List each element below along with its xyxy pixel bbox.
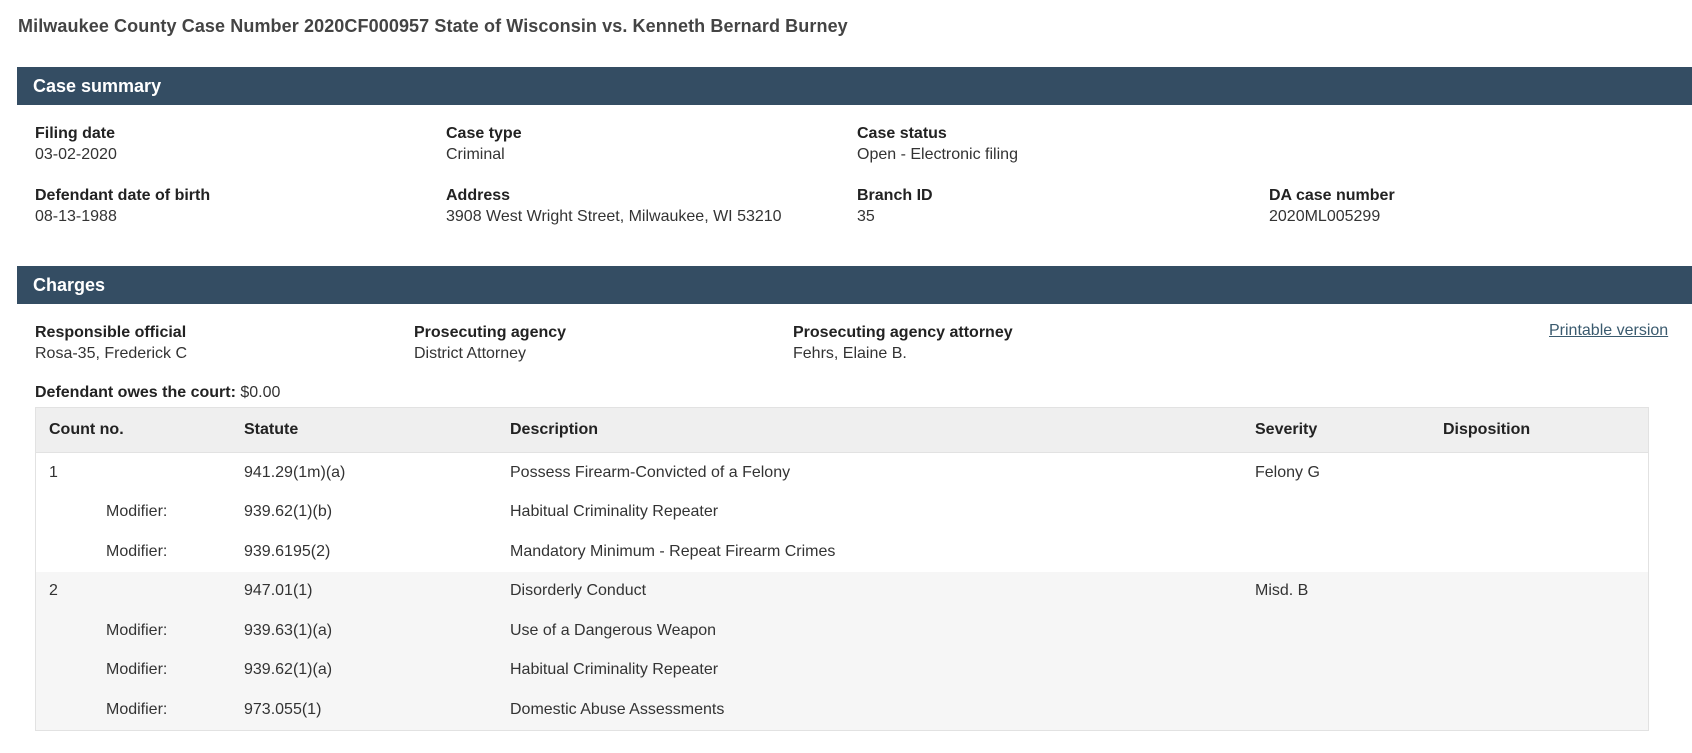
column-header-severity: Severity [1255,421,1318,438]
address-value: 3908 West Wright Street, Milwaukee, WI 53210 [446,208,782,225]
case-type-label: Case type [446,125,522,142]
table-row [36,532,1648,572]
dob-label: Defendant date of birth [35,187,211,204]
amount-owed [35,384,280,402]
address-label: Address [446,187,511,204]
dob-value: 08-13-1988 [35,208,117,225]
case-type-field [446,124,522,166]
branch-id-label: Branch ID [857,187,933,204]
count-cell: Modifier: [106,661,168,679]
description-cell: Possess Firearm-Convicted of a Felony [510,463,791,481]
da-case-number-label: DA case number [1269,187,1395,204]
count-cell: Modifier: [106,542,168,560]
amount-owed-label: Defendant owes the court: [35,384,236,401]
count-cell: Modifier: [106,503,168,521]
prosecuting-attorney-field [793,323,1013,365]
filing-date-field [35,124,117,166]
table-row [36,611,1648,651]
statute-cell: 939.63(1)(a) [244,621,333,639]
case-type-value: Criminal [446,146,505,163]
column-header-count: Count no. [49,421,124,438]
description-cell: Domestic Abuse Assessments [510,700,725,718]
page-title: Milwaukee County Case Number 2020CF000957 State of Wisconsin vs. Kenneth Bernard Burney [18,16,848,36]
responsible-official-value: Rosa-35, Frederick C [35,345,188,362]
table-row [36,453,1648,493]
statute-cell: 939.62(1)(a) [244,661,333,679]
severity-cell: Felony G [1255,463,1320,481]
statute-cell: 947.01(1) [244,582,313,600]
description-cell: Use of a Dangerous Weapon [510,621,717,639]
count-cell: Modifier: [106,621,168,639]
column-header-statute: Statute [244,421,299,438]
description-cell: Habitual Criminality Repeater [510,503,719,521]
column-header-disposition: Disposition [1443,421,1531,438]
description-cell: Mandatory Minimum - Repeat Firearm Crimes [510,542,836,560]
branch-id-field [857,186,933,228]
case-status-value: Open - Electronic filing [857,146,1018,163]
branch-id-value: 35 [857,208,875,225]
count-cell: 2 [49,582,58,600]
da-case-number-value: 2020ML005299 [1269,208,1381,225]
severity-cell: Misd. B [1255,582,1309,600]
responsible-official-field [35,323,187,365]
case-status-field [857,124,1018,166]
table-row [36,493,1648,533]
dob-field [35,186,210,228]
prosecuting-attorney-value: Fehrs, Elaine B. [793,345,907,362]
amount-owed-value: $0.00 [240,384,281,401]
description-cell: Disorderly Conduct [510,582,647,600]
statute-cell: 939.6195(2) [244,542,331,560]
table-row [36,572,1648,612]
table-row [36,690,1648,730]
filing-date-value: 03-02-2020 [35,146,117,163]
table-row [36,651,1648,691]
statute-cell: 939.62(1)(b) [244,503,333,521]
filing-date-label: Filing date [35,125,115,142]
prosecuting-attorney-label: Prosecuting agency attorney [793,324,1013,341]
charges-table [35,407,1649,731]
address-field [446,186,782,228]
count-cell: 1 [49,463,58,481]
responsible-official-label: Responsible official [35,324,187,341]
count-cell: Modifier: [106,700,168,718]
prosecuting-agency-label: Prosecuting agency [414,324,567,341]
charges-header: Charges [17,266,1692,304]
description-cell: Habitual Criminality Repeater [510,661,719,679]
statute-cell: 941.29(1m)(a) [244,463,346,481]
column-header-description: Description [510,421,599,438]
printable-version-link[interactable]: Printable version [1549,322,1669,339]
table-header-row [36,408,1648,453]
case-summary-header: Case summary [17,67,1692,105]
da-case-number-field [1269,186,1395,228]
prosecuting-agency-field [414,323,566,365]
prosecuting-agency-value: District Attorney [414,345,527,362]
statute-cell: 973.055(1) [244,700,322,718]
case-status-label: Case status [857,125,947,142]
